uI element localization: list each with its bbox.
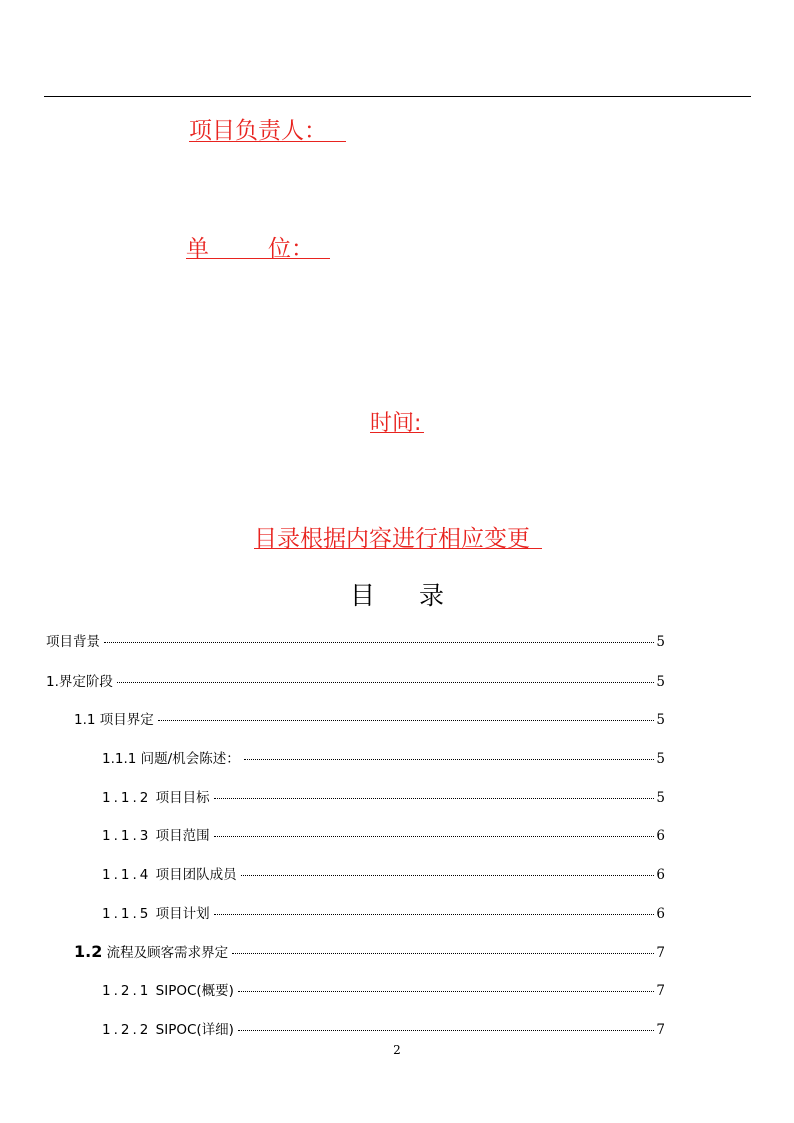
- unit-label-second: 位：: [268, 236, 314, 262]
- toc-page-number: 7: [656, 983, 665, 999]
- toc-change-note: 目录根据内容进行相应变更: [254, 526, 530, 552]
- toc-entry[interactable]: [102, 863, 665, 883]
- toc-entry-text: 流程及顾客需求界定: [102, 945, 229, 961]
- toc-entry-text: 项目目标: [151, 790, 210, 806]
- toc-page-number: 6: [656, 906, 665, 922]
- toc-page-number: 5: [656, 634, 665, 650]
- toc-entry-number: 1.1.4: [102, 867, 152, 883]
- toc-leader-dots: [232, 953, 654, 954]
- toc-page-number: 5: [656, 751, 665, 767]
- toc-entry[interactable]: [102, 786, 665, 806]
- toc-entry-text: 项目团队成员: [151, 867, 237, 883]
- toc-entry-number: 1.: [46, 674, 59, 690]
- toc-page-number: 6: [656, 828, 665, 844]
- toc-entry[interactable]: [74, 941, 665, 961]
- toc-leader-dots: [214, 914, 655, 915]
- time-label: 时间:: [370, 411, 422, 436]
- toc-entry-number: 1.1: [74, 712, 96, 728]
- toc-title: 目 录: [350, 581, 462, 610]
- toc-page-number: 5: [656, 790, 665, 806]
- toc-leader-dots: [238, 991, 654, 992]
- project-leader-underline: [189, 141, 346, 142]
- toc-entry[interactable]: [46, 670, 665, 690]
- toc-page-number: 7: [656, 1022, 665, 1038]
- toc-page-number: 5: [656, 674, 665, 690]
- toc-entry-number: 1.2: [74, 942, 103, 961]
- unit-underline: [186, 258, 330, 259]
- toc-entry[interactable]: [102, 1018, 665, 1038]
- toc-entry-text: 项目界定: [95, 712, 154, 728]
- toc-leader-dots: [104, 642, 654, 643]
- toc-leader-dots: [214, 836, 655, 837]
- toc-entry-number: 1.1.5: [102, 906, 152, 922]
- toc-entry[interactable]: [102, 824, 665, 844]
- toc-entry[interactable]: [102, 979, 665, 999]
- toc-entry[interactable]: [46, 630, 665, 650]
- toc-note-underline: [254, 548, 542, 549]
- project-leader-label: 项目负责人：: [189, 118, 327, 144]
- toc-entry-text: 项目背景: [46, 634, 100, 650]
- toc-entry-text: 问题/机会陈述：: [136, 751, 240, 767]
- page-number: 2: [393, 1043, 401, 1057]
- toc-page-number: 6: [656, 867, 665, 883]
- toc-entry-number: 1.2.2: [102, 1022, 152, 1038]
- time-underline: [370, 432, 424, 433]
- header-rule: [44, 96, 751, 97]
- toc-entry-number: 1.1.2: [102, 790, 152, 806]
- toc-page-number: 7: [656, 945, 665, 961]
- toc-leader-dots: [117, 682, 655, 683]
- toc-leader-dots: [238, 1030, 654, 1031]
- toc-entry-number: 1.2.1: [102, 983, 152, 999]
- toc-entry-text: 项目范围: [151, 828, 210, 844]
- toc-entry-number: 1.1.1: [102, 751, 137, 767]
- toc-entry[interactable]: [102, 902, 665, 922]
- toc-entry[interactable]: [74, 708, 665, 728]
- toc-entry[interactable]: [102, 747, 665, 767]
- toc-leader-dots: [214, 798, 655, 799]
- toc-leader-dots: [244, 759, 655, 760]
- toc-entry-text: SIPOC(概要): [151, 983, 234, 999]
- toc-entry-text: SIPOC(详细): [151, 1022, 234, 1038]
- toc-entry-text: 界定阶段: [58, 674, 113, 690]
- unit-label-first: 单: [186, 236, 209, 262]
- toc-entry-number: 1.1.3: [102, 828, 152, 844]
- toc-leader-dots: [241, 875, 655, 876]
- toc-page-number: 5: [656, 712, 665, 728]
- toc-entry-text: 项目计划: [151, 906, 210, 922]
- toc-leader-dots: [158, 720, 655, 721]
